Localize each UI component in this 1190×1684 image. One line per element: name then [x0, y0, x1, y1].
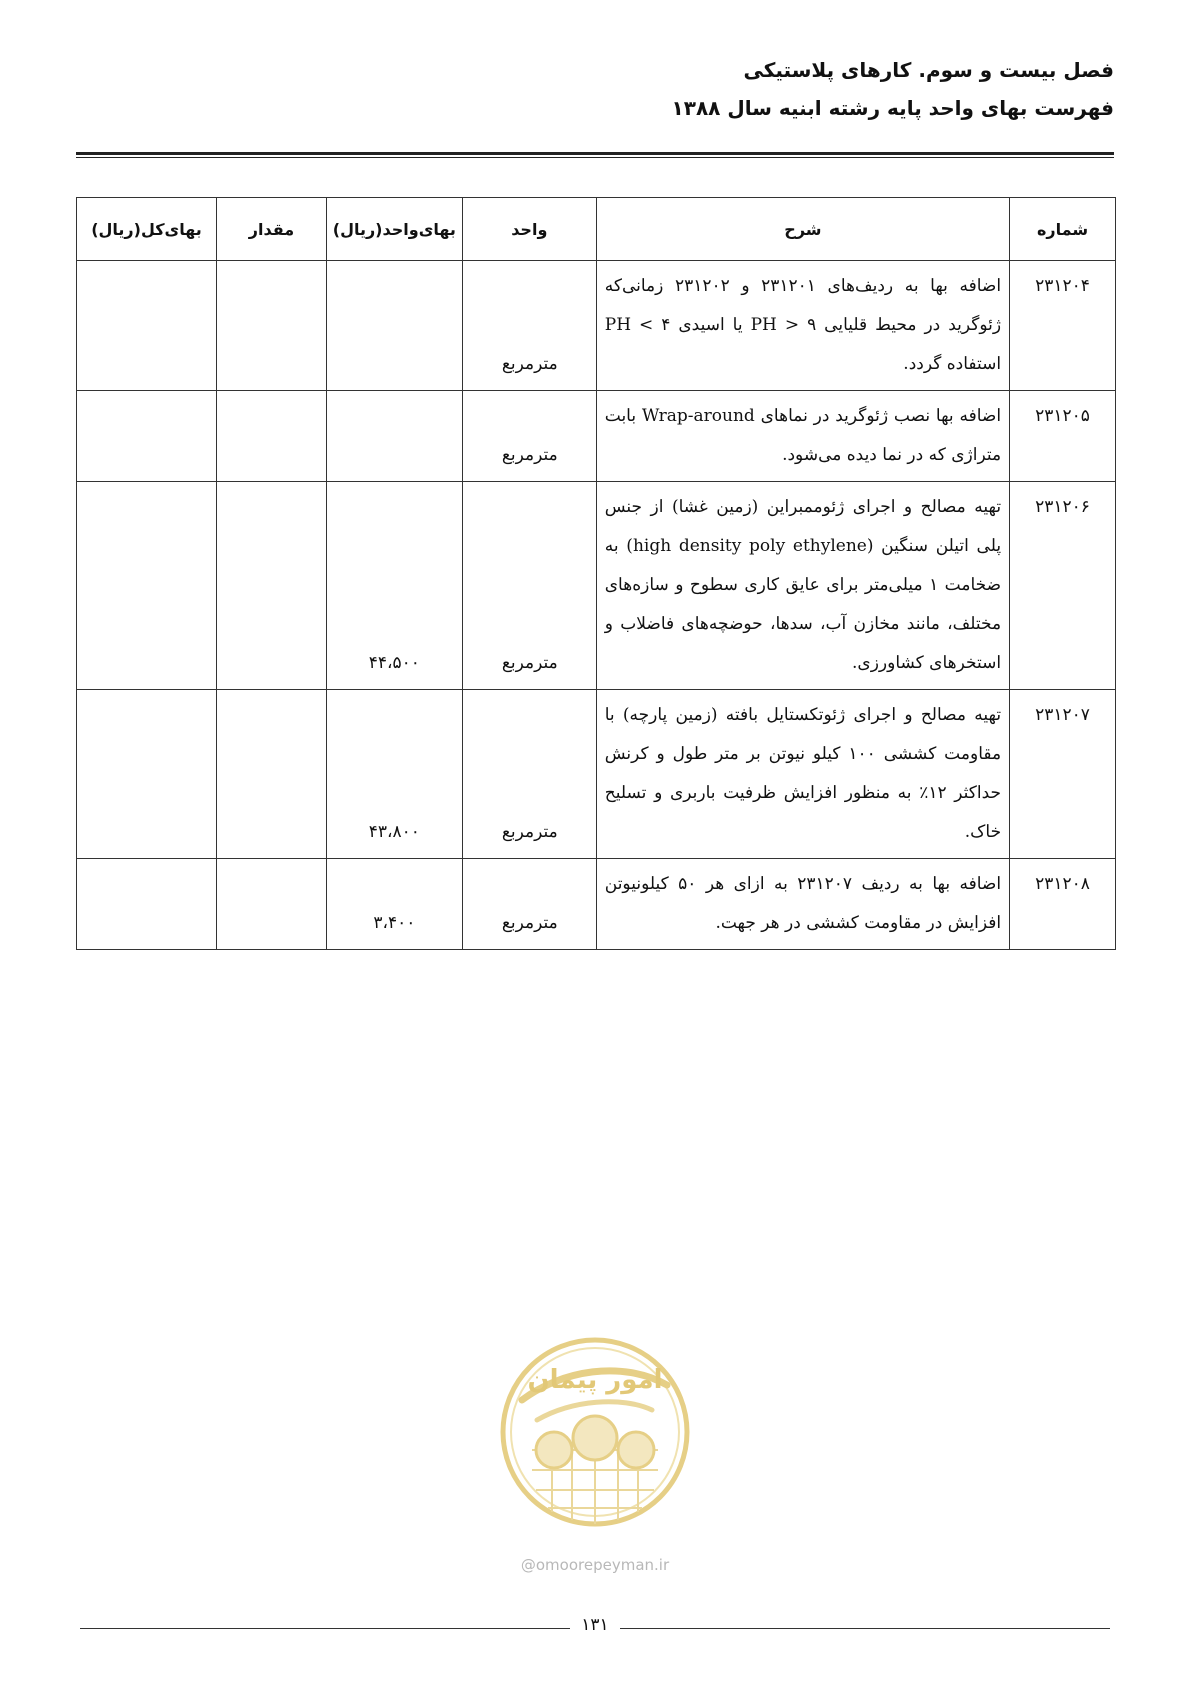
row-total-price — [77, 859, 217, 950]
watermark-url-text: @omoorepeyman.ir — [520, 1556, 670, 1574]
row-description: تهیه مصالح و اجرای ژئوممبراین (زمین غشا) از جنس پلی اتیلن سنگین (high density poly ethylene) به ضخامت ۱ میلی‌متر برای عایق کاری سطوح و سازه‌های مختلف، مانند مخازن آب، سدها، حوضچه‌های فاضلاب و استخرهای کشاورزی. — [596, 482, 1009, 690]
table-row — [77, 391, 1116, 482]
header-rule — [76, 152, 1114, 155]
row-quantity — [217, 482, 327, 690]
row-unit: مترمربع — [462, 859, 596, 950]
row-unit-price: ۳،۴۰۰ — [326, 859, 462, 950]
row-quantity — [217, 391, 327, 482]
row-number: ۲۳۱۲۰۴ — [1010, 261, 1116, 391]
row-unit-price — [326, 261, 462, 391]
row-description: اضافه بها نصب ژئوگرید در نماهای Wrap-around بابت متراژی که در نما دیده می‌شود. — [596, 391, 1009, 482]
row-total-price — [77, 482, 217, 690]
row-unit-price: ۴۴،۵۰۰ — [326, 482, 462, 690]
table-row — [77, 859, 1116, 950]
table-row — [77, 261, 1116, 391]
row-unit: مترمربع — [462, 261, 596, 391]
row-unit-price: ۴۳،۸۰۰ — [326, 690, 462, 859]
header-total-price: بهای‌کل(ریال) — [77, 198, 217, 261]
row-description: تهیه مصالح و اجرای ژئوتکستایل بافته (زمین پارچه) با مقاومت کششی ۱۰۰ کیلو نیوتن بر متر طول و کرنش حداکثر ۱۲٪ به منظور افزایش ظرفیت باربری و تسلیح خاک. — [596, 690, 1009, 859]
row-unit-price — [326, 391, 462, 482]
row-description: اضافه بها به ردیف ۲۳۱۲۰۷ به ازای هر ۵۰ کیلونیوتن افزایش در مقاومت کششی در هر جهت. — [596, 859, 1009, 950]
header-unit-price: بهای‌واحد(ریال) — [326, 198, 462, 261]
row-total-price — [77, 391, 217, 482]
page-header — [76, 58, 1114, 120]
footer-rule-left — [80, 1628, 570, 1629]
price-table — [76, 197, 1116, 950]
watermark-logo — [492, 1330, 698, 1588]
header-unit: واحد — [462, 198, 596, 261]
page-number: ۱۳۱ — [581, 1615, 609, 1635]
row-number: ۲۳۱۲۰۷ — [1010, 690, 1116, 859]
row-quantity — [217, 859, 327, 950]
row-unit: مترمربع — [462, 690, 596, 859]
watermark-brand-text: امور پیمان — [527, 1365, 663, 1395]
row-quantity — [217, 690, 327, 859]
row-number: ۲۳۱۲۰۶ — [1010, 482, 1116, 690]
row-total-price — [77, 261, 217, 391]
table-header-row — [77, 198, 1116, 261]
row-total-price — [77, 690, 217, 859]
table-row — [77, 482, 1116, 690]
row-unit: مترمربع — [462, 391, 596, 482]
document-title: فهرست بهای واحد پایه رشته ابنیه سال ۱۳۸۸ — [671, 96, 1114, 120]
header-quantity: مقدار — [217, 198, 327, 261]
row-description: اضافه بها به ردیف‌های ۲۳۱۲۰۱ و ۲۳۱۲۰۲ زمانی‌که ژئوگرید در محیط قلیایی ۹ < PH یا اسیدی ۴ > PH استفاده گردد. — [596, 261, 1009, 391]
header-rule-thin — [76, 157, 1114, 158]
table-row — [77, 690, 1116, 859]
row-number: ۲۳۱۲۰۵ — [1010, 391, 1116, 482]
row-quantity — [217, 261, 327, 391]
chapter-title: فصل بیست و سوم. کارهای پلاستیکی — [743, 58, 1114, 82]
footer-rule-right — [620, 1628, 1110, 1629]
row-unit: مترمربع — [462, 482, 596, 690]
header-description: شرح — [596, 198, 1009, 261]
omoorepeyman-seal-icon — [492, 1330, 698, 1588]
header-number: شماره — [1010, 198, 1116, 261]
row-number: ۲۳۱۲۰۸ — [1010, 859, 1116, 950]
